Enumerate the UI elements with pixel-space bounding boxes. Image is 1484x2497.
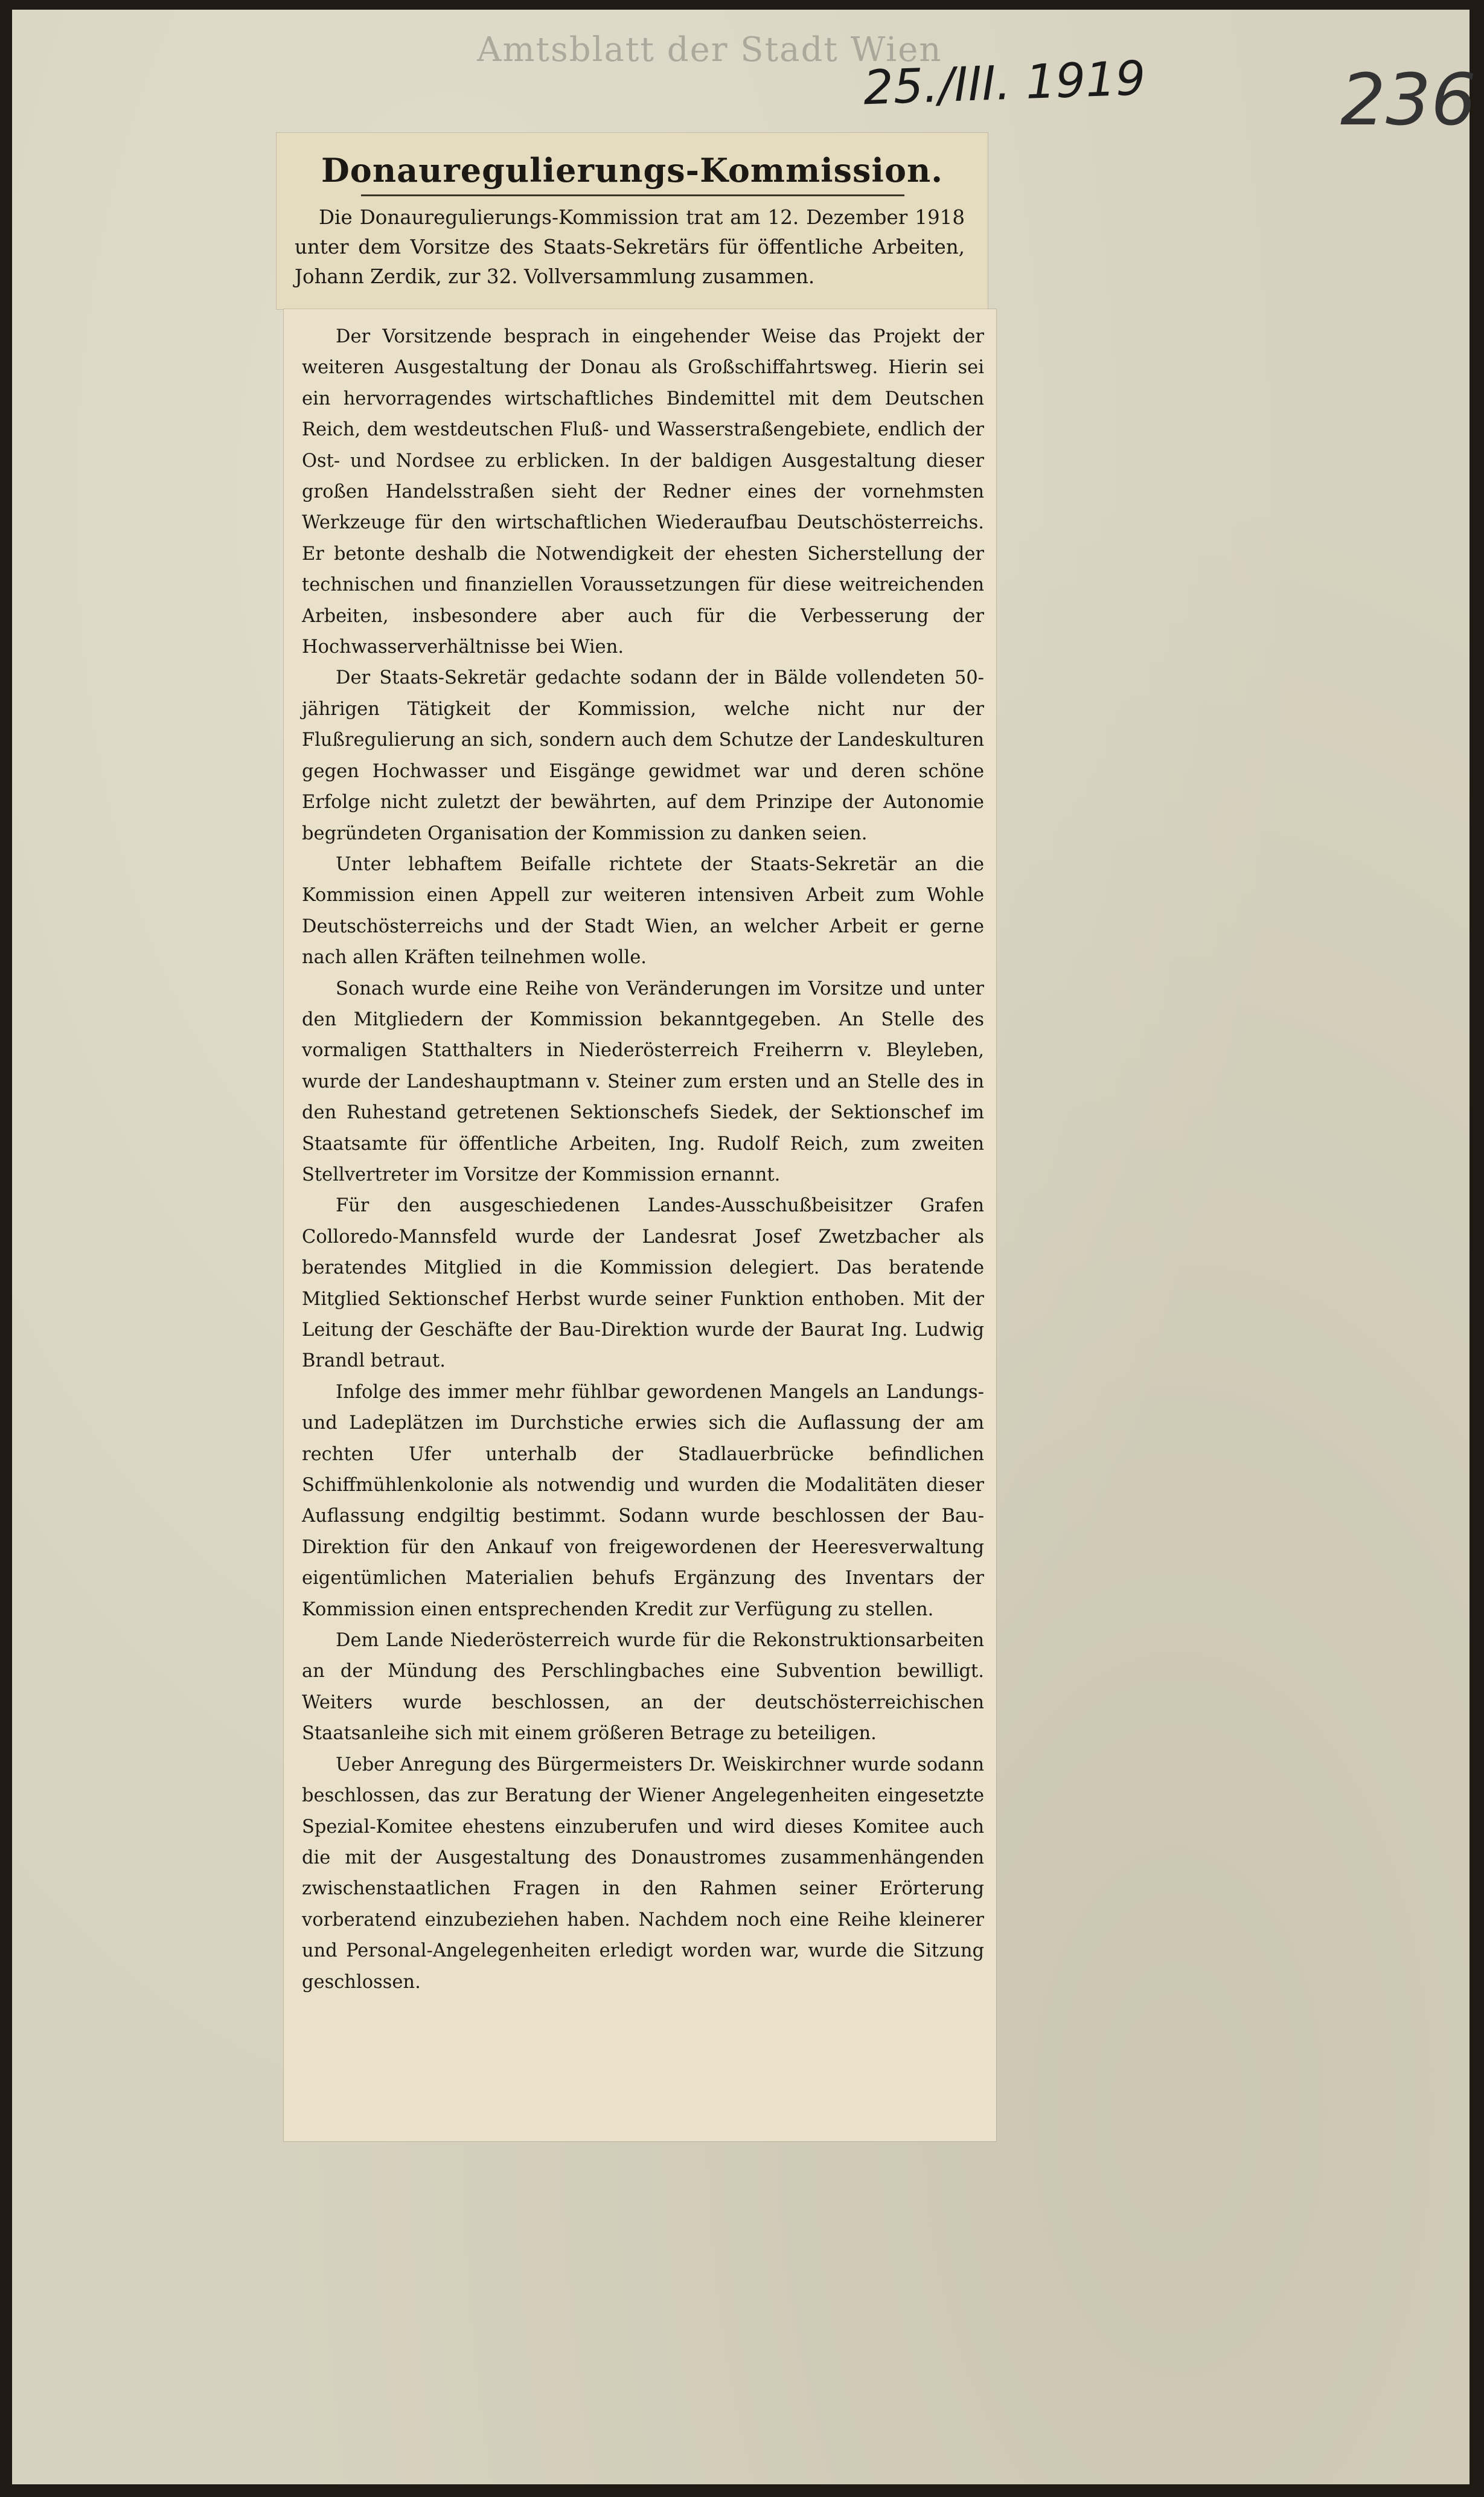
headline-underline [361,194,904,196]
article-body [302,321,984,1998]
newspaper-source-stamp: Amtsblatt der Stadt Wien [477,30,942,69]
paragraph-8: Ueber Anregung des Bürgermeisters Dr. Weiskirchner wurde sodann beschlossen, das zur Beratung der Wiener Angelegenheiten eingesetzte Spezial-Komitee ehestens einzuberufen und wird dieses Komitee auch die mit der Ausgestaltung des Donaustromes zusammenhängenden zwischenstaatlichen Fragen in den Rahmen seiner Erörterung vorberatend einzubeziehen haben. Nachdem noch eine Reihe kleinerer und Personal-Angelegenheiten erledigt worden war, wurde die Sitzung geschlossen. [302,1754,984,1993]
article-intro: Die Donauregulierungs-Kommission trat am 12. Dezember 1918 unter dem Vorsitze des Staats-Sekretärs für öffentliche Arbeiten, Johann Zerdik, zur 32. Vollversammlung zusammen. [295,206,965,288]
clipping-body [284,309,996,2141]
handwritten-page-number: 236 [1340,58,1477,141]
paragraph-6: Infolge des immer mehr fühlbar gewordenen Mangels an Landungs- und Ladeplätzen im Durchstiche erwies sich die Auflassung der am rechten Ufer unterhalb der Stadlauerbrücke befindlichen Schiffmühlenkolonie als notwendig und wurden die Modalitäten dieser Auflassung endgiltig bestimmt. Sodann wurde beschlossen der Bau-Direktion für den Ankauf von freigewordenen der Heeresverwaltung eigentümlichen Materialien behufs Ergänzung des Inventars der Kommission einen entsprechenden Kredit zur Verfügung zu stellen. [302,1381,984,1620]
clipping-header [277,133,988,309]
article-headline: Donauregulierungs-Kommission. [321,151,944,190]
paragraph-2: Der Staats-Sekretär gedachte sodann der in Bälde vollendeten 50-jährigen Tätigkeit der Kommission, welche nicht nur der Flußregulierung an sich, sondern auch dem Schutze der Landeskulturen gegen Hochwasser und Eisgänge gewidmet war und deren schöne Erfolge nicht zuletzt der bewährten, auf dem Prinzipe der Autonomie begründeten Organisation der Kommission zu danken seien. [302,667,984,844]
paragraph-1: Der Vorsitzende besprach in eingehender Weise das Projekt der weiteren Ausgestaltung der Donau als Großschiffahrtsweg. Hierin sei ein hervorragendes wirtschaftliches Bindemittel mit dem Deutschen Reich, dem westdeutschen Fluß- und Wasserstraßengebiete, endlich der Ost- und Nordsee zu erblicken. In der baldigen Ausgestaltung dieser großen Handelsstraßen sieht der Redner eines der vornehmsten Werkzeuge für den wirtschaftlichen Wiederaufbau Deutschösterreichs. Er betonte deshalb die Notwendigkeit der ehesten Sicherstellung der technischen und finanziellen Voraussetzungen für diese weitreichenden Arbeiten, insbesondere aber auch für die Verbesserung der Hochwasserverhältnisse bei Wien. [302,326,984,658]
handwritten-date: 25./III. 1919 [862,51,1147,116]
paragraph-4: Sonach wurde eine Reihe von Veränderungen im Vorsitze und unter den Mitgliedern der Kommission bekanntgegeben. An Stelle des vormaligen Statthalters in Niederösterreich Freiherrn v. Bleyleben, wurde der Landeshauptmann v. Steiner zum ersten und an Stelle des in den Ruhestand getretenen Sektionschefs Siedek, der Sektionschef im Staatsamte für öffentliche Arbeiten, Ing. Rudolf Reich, zum zweiten Stellvertreter im Vorsitze der Kommission ernannt. [302,978,984,1185]
paragraph-3: Unter lebhaftem Beifalle richtete der Staats-Sekretär an die Kommission einen Appell zur weiteren intensiven Arbeit zum Wohle Deutschösterreichs und der Stadt Wien, an welcher Arbeit er gerne nach allen Kräften teilnehmen wolle. [302,853,984,969]
paragraph-5: Für den ausgeschiedenen Landes-Ausschußbeisitzer Grafen Colloredo-Mannsfeld wurde der Landesrat Josef Zwetzbacher als beratendes Mitglied in die Kommission delegiert. Das beratende Mitglied Sektionschef Herbst wurde seiner Funktion enthoben. Mit der Leitung der Geschäfte der Bau-Direktion wurde der Baurat Ing. Ludwig Brandl betraut. [302,1195,984,1372]
paragraph-7: Dem Lande Niederösterreich wurde für die Rekonstruktionsarbeiten an der Mündung des Perschlingbaches eine Subvention bewilligt. Weiters wurde beschlossen, an der deutschösterreichischen Staatsanleihe sich mit einem größeren Betrage zu beteiligen. [302,1630,984,1745]
